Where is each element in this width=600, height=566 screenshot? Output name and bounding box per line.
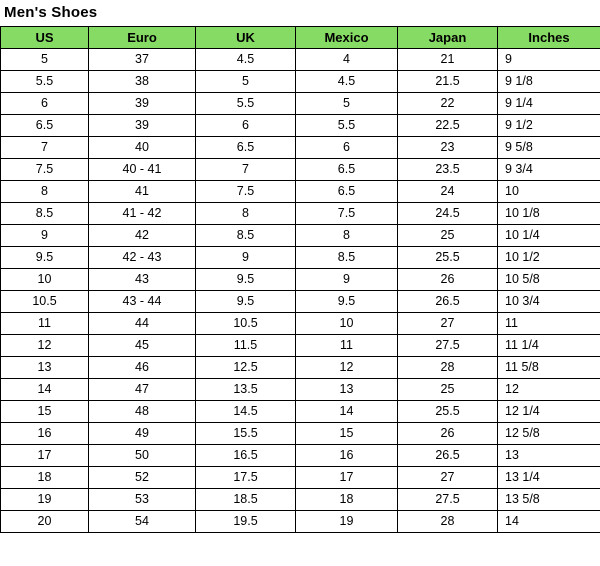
table-cell: 42 <box>89 225 196 247</box>
table-cell: 11 1/4 <box>498 335 600 357</box>
table-cell: 11.5 <box>196 335 296 357</box>
table-row <box>1 401 600 423</box>
table-cell: 16 <box>296 445 398 467</box>
table-cell: 9 5/8 <box>498 137 600 159</box>
table-cell: 4 <box>296 49 398 71</box>
table-cell: 8.5 <box>196 225 296 247</box>
table-row <box>1 511 600 533</box>
table-row <box>1 71 600 93</box>
table-cell: 12.5 <box>196 357 296 379</box>
table-cell: 8.5 <box>1 203 89 225</box>
table-cell: 27.5 <box>398 335 498 357</box>
table-row <box>1 467 600 489</box>
table-row <box>1 225 600 247</box>
table-cell: 8.5 <box>296 247 398 269</box>
table-row <box>1 445 600 467</box>
column-header-japan: Japan <box>398 27 498 49</box>
table-cell: 10 5/8 <box>498 269 600 291</box>
table-cell: 21.5 <box>398 71 498 93</box>
column-header-euro: Euro <box>89 27 196 49</box>
table-cell: 7.5 <box>1 159 89 181</box>
table-row <box>1 313 600 335</box>
table-cell: 22 <box>398 93 498 115</box>
table-cell: 9 <box>498 49 600 71</box>
table-cell: 6.5 <box>296 181 398 203</box>
column-header-inches: Inches <box>498 27 600 49</box>
table-cell: 14 <box>498 511 600 533</box>
table-cell: 25 <box>398 225 498 247</box>
table-cell: 10.5 <box>1 291 89 313</box>
table-cell: 6.5 <box>196 137 296 159</box>
table-header <box>1 27 600 49</box>
table-cell: 13.5 <box>196 379 296 401</box>
table-cell: 27 <box>398 313 498 335</box>
table-cell: 10 <box>498 181 600 203</box>
table-cell: 40 <box>89 137 196 159</box>
table-cell: 13 5/8 <box>498 489 600 511</box>
table-cell: 17.5 <box>196 467 296 489</box>
table-cell: 43 <box>89 269 196 291</box>
table-cell: 9.5 <box>196 291 296 313</box>
table-cell: 5 <box>1 49 89 71</box>
table-cell: 11 <box>498 313 600 335</box>
table-cell: 10 1/4 <box>498 225 600 247</box>
table-cell: 18.5 <box>196 489 296 511</box>
table-row <box>1 489 600 511</box>
table-cell: 5.5 <box>296 115 398 137</box>
table-cell: 25.5 <box>398 247 498 269</box>
table-row <box>1 137 600 159</box>
table-cell: 16.5 <box>196 445 296 467</box>
table-cell: 26 <box>398 423 498 445</box>
table-row <box>1 93 600 115</box>
table-cell: 15 <box>296 423 398 445</box>
table-cell: 40 - 41 <box>89 159 196 181</box>
table-cell: 20 <box>1 511 89 533</box>
table-cell: 5.5 <box>196 93 296 115</box>
table-body <box>1 49 600 533</box>
table-cell: 11 5/8 <box>498 357 600 379</box>
table-cell: 9.5 <box>296 291 398 313</box>
table-cell: 9 <box>1 225 89 247</box>
table-cell: 8 <box>196 203 296 225</box>
table-cell: 13 <box>498 445 600 467</box>
table-cell: 25 <box>398 379 498 401</box>
table-cell: 54 <box>89 511 196 533</box>
table-cell: 13 1/4 <box>498 467 600 489</box>
table-cell: 18 <box>296 489 398 511</box>
table-cell: 10 1/8 <box>498 203 600 225</box>
table-cell: 12 <box>296 357 398 379</box>
shoe-size-table <box>0 26 600 533</box>
table-cell: 42 - 43 <box>89 247 196 269</box>
table-header-row <box>1 27 600 49</box>
table-cell: 7 <box>196 159 296 181</box>
table-cell: 47 <box>89 379 196 401</box>
table-cell: 6 <box>196 115 296 137</box>
table-cell: 26.5 <box>398 291 498 313</box>
table-cell: 14 <box>296 401 398 423</box>
table-cell: 9 1/8 <box>498 71 600 93</box>
table-cell: 12 <box>498 379 600 401</box>
table-cell: 19 <box>1 489 89 511</box>
table-cell: 27 <box>398 467 498 489</box>
table-cell: 13 <box>296 379 398 401</box>
table-cell: 6.5 <box>1 115 89 137</box>
table-cell: 17 <box>1 445 89 467</box>
table-row <box>1 181 600 203</box>
table-row <box>1 159 600 181</box>
table-cell: 41 - 42 <box>89 203 196 225</box>
table-cell: 10 <box>1 269 89 291</box>
table-cell: 39 <box>89 93 196 115</box>
page-title: Men's Shoes <box>4 4 98 21</box>
table-cell: 7.5 <box>196 181 296 203</box>
table-cell: 28 <box>398 357 498 379</box>
table-cell: 39 <box>89 115 196 137</box>
table-row <box>1 423 600 445</box>
column-header-uk: UK <box>196 27 296 49</box>
table-cell: 13 <box>1 357 89 379</box>
table-cell: 17 <box>296 467 398 489</box>
table-cell: 9 <box>296 269 398 291</box>
table-cell: 12 1/4 <box>498 401 600 423</box>
table-cell: 52 <box>89 467 196 489</box>
table-row <box>1 379 600 401</box>
table-cell: 14.5 <box>196 401 296 423</box>
table-cell: 28 <box>398 511 498 533</box>
table-cell: 37 <box>89 49 196 71</box>
table-cell: 18 <box>1 467 89 489</box>
table-cell: 5 <box>196 71 296 93</box>
table-cell: 5.5 <box>1 71 89 93</box>
table-cell: 48 <box>89 401 196 423</box>
table-cell: 9 <box>196 247 296 269</box>
table-cell: 12 5/8 <box>498 423 600 445</box>
table-cell: 49 <box>89 423 196 445</box>
table-cell: 10 1/2 <box>498 247 600 269</box>
table-cell: 24.5 <box>398 203 498 225</box>
table-cell: 10.5 <box>196 313 296 335</box>
table-cell: 10 3/4 <box>498 291 600 313</box>
table-row <box>1 49 600 71</box>
table-cell: 22.5 <box>398 115 498 137</box>
table-cell: 43 - 44 <box>89 291 196 313</box>
table-cell: 24 <box>398 181 498 203</box>
table-cell: 16 <box>1 423 89 445</box>
table-cell: 19 <box>296 511 398 533</box>
table-cell: 21 <box>398 49 498 71</box>
table-cell: 11 <box>1 313 89 335</box>
table-cell: 15.5 <box>196 423 296 445</box>
table-cell: 44 <box>89 313 196 335</box>
table-cell: 9 1/4 <box>498 93 600 115</box>
table-row <box>1 357 600 379</box>
table-cell: 6 <box>296 137 398 159</box>
table-row <box>1 115 600 137</box>
table-cell: 27.5 <box>398 489 498 511</box>
table-cell: 45 <box>89 335 196 357</box>
table-cell: 26 <box>398 269 498 291</box>
table-cell: 46 <box>89 357 196 379</box>
table-cell: 6.5 <box>296 159 398 181</box>
table-cell: 38 <box>89 71 196 93</box>
table-cell: 9 1/2 <box>498 115 600 137</box>
table-cell: 6 <box>1 93 89 115</box>
table-row <box>1 269 600 291</box>
table-row <box>1 335 600 357</box>
table-cell: 26.5 <box>398 445 498 467</box>
table-cell: 50 <box>89 445 196 467</box>
table-cell: 19.5 <box>196 511 296 533</box>
table-cell: 23 <box>398 137 498 159</box>
table-row <box>1 291 600 313</box>
table-cell: 9.5 <box>196 269 296 291</box>
table-cell: 7.5 <box>296 203 398 225</box>
table-cell: 15 <box>1 401 89 423</box>
table-row <box>1 203 600 225</box>
table-cell: 53 <box>89 489 196 511</box>
table-cell: 12 <box>1 335 89 357</box>
table-cell: 10 <box>296 313 398 335</box>
table-cell: 41 <box>89 181 196 203</box>
table-cell: 14 <box>1 379 89 401</box>
column-header-mexico: Mexico <box>296 27 398 49</box>
table-cell: 23.5 <box>398 159 498 181</box>
table-cell: 8 <box>296 225 398 247</box>
table-cell: 8 <box>1 181 89 203</box>
table-cell: 5 <box>296 93 398 115</box>
table-cell: 9 3/4 <box>498 159 600 181</box>
table-cell: 9.5 <box>1 247 89 269</box>
table-cell: 7 <box>1 137 89 159</box>
table-row <box>1 247 600 269</box>
table-cell: 4.5 <box>296 71 398 93</box>
table-cell: 4.5 <box>196 49 296 71</box>
column-header-us: US <box>1 27 89 49</box>
table-cell: 25.5 <box>398 401 498 423</box>
table-cell: 11 <box>296 335 398 357</box>
